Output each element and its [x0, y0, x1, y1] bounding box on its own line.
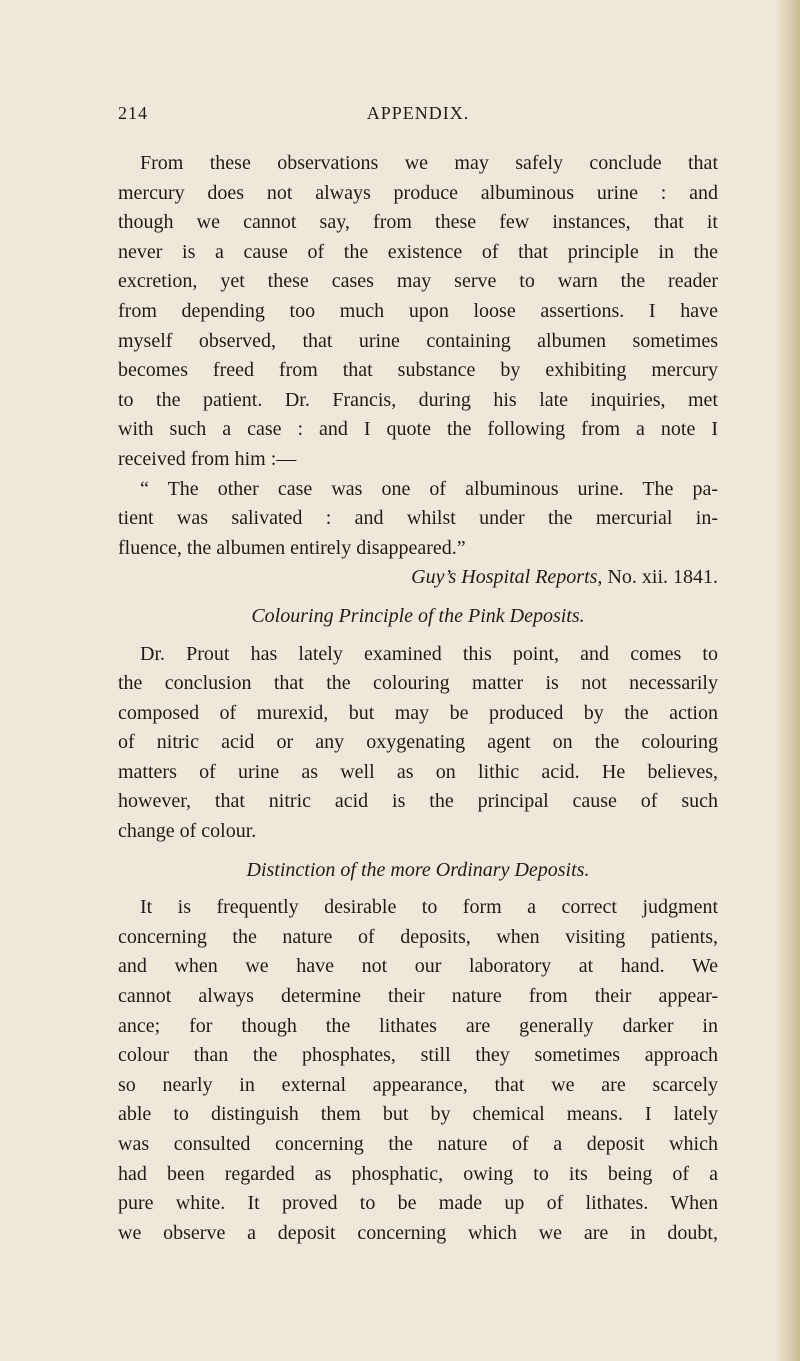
text-line: and when we have not our laboratory at hand. We [118, 955, 718, 978]
text-line: to the patient. Dr. Francis, during his late inquiries, met [118, 388, 718, 411]
page-edge-shadow [778, 0, 800, 1361]
text-line: had been regarded as phosphatic, owing to its being of a [118, 1162, 718, 1185]
text-line: It is frequently desirable to form a correct judgment [140, 896, 718, 919]
text-line: change of colour. [118, 820, 257, 843]
body-text [118, 149, 718, 1248]
running-head: APPENDIX. [366, 103, 470, 123]
text-line: matters of urine as well as on lithic acid. He believes, [118, 760, 718, 783]
text-line: from depending too much upon loose assertions. I have [118, 299, 718, 322]
section-heading-distinction: Distinction of the more Ordinary Deposits. [246, 858, 590, 881]
text-line: we observe a deposit concerning which we are in doubt, [118, 1221, 718, 1244]
text-line: was consulted concerning the nature of a deposit which [118, 1133, 718, 1155]
page-header [118, 103, 718, 133]
text-line: however, that nitric acid is the principal cause of such [118, 790, 718, 813]
quote-line: “ The other case was one of albuminous urine. The pa- [140, 477, 718, 500]
citation-ref: No. xii. 1841. [602, 566, 718, 589]
quote-line: tient was salivated : and whilst under the mercurial in- [118, 507, 718, 530]
text-line: the conclusion that the colouring matter is not necessarily [118, 672, 718, 695]
citation-title: Guy’s Hospital Reports, [411, 566, 603, 589]
text-line: pure white. It proved to be made up of lithates. When [118, 1192, 718, 1215]
text-line: cannot always determine their nature from their appear- [118, 985, 718, 1008]
citation [118, 563, 718, 593]
text-line: with such a case : and I quote the following from a note I [118, 418, 718, 441]
paragraph-distinction [118, 893, 718, 1248]
text-line: never is a cause of the existence of that principle in the [118, 240, 718, 263]
text-line: concerning the nature of deposits, when visiting patients, [118, 925, 718, 948]
quote-line: fluence, the albumen entirely disappeared.” [118, 536, 466, 559]
text-line: though we cannot say, from these few instances, that it [118, 211, 718, 234]
text-line: composed of murexid, but may be produced by the action [118, 701, 718, 724]
text-line: of nitric acid or any oxygenating agent on the colouring [118, 731, 718, 754]
text-line: myself observed, that urine containing albumen sometimes [118, 329, 718, 352]
text-line: so nearly in external appearance, that we are scarcely [118, 1073, 718, 1096]
section-heading-colouring: Colouring Principle of the Pink Deposits. [251, 604, 585, 627]
text-line: able to distinguish them but by chemical means. I lately [118, 1103, 718, 1126]
text-line: Dr. Prout has lately examined this point, and comes to [140, 642, 718, 665]
text-line: received from him :— [118, 447, 297, 470]
text-line: excretion, yet these cases may serve to warn the reader [118, 270, 718, 293]
page-number: 214 [118, 103, 148, 123]
text-line: becomes freed from that substance by exhibiting mercury [118, 359, 718, 382]
text-line: From these observations we may safely conclude that [140, 152, 718, 174]
text-line: mercury does not always produce albuminous urine : and [118, 181, 718, 204]
text-line: colour than the phosphates, still they sometimes approach [118, 1044, 718, 1067]
text-line: ance; for though the lithates are generally darker in [118, 1014, 718, 1037]
quotation [118, 475, 718, 593]
paragraph-prout [118, 640, 718, 847]
paragraph-conclusion [118, 149, 718, 475]
